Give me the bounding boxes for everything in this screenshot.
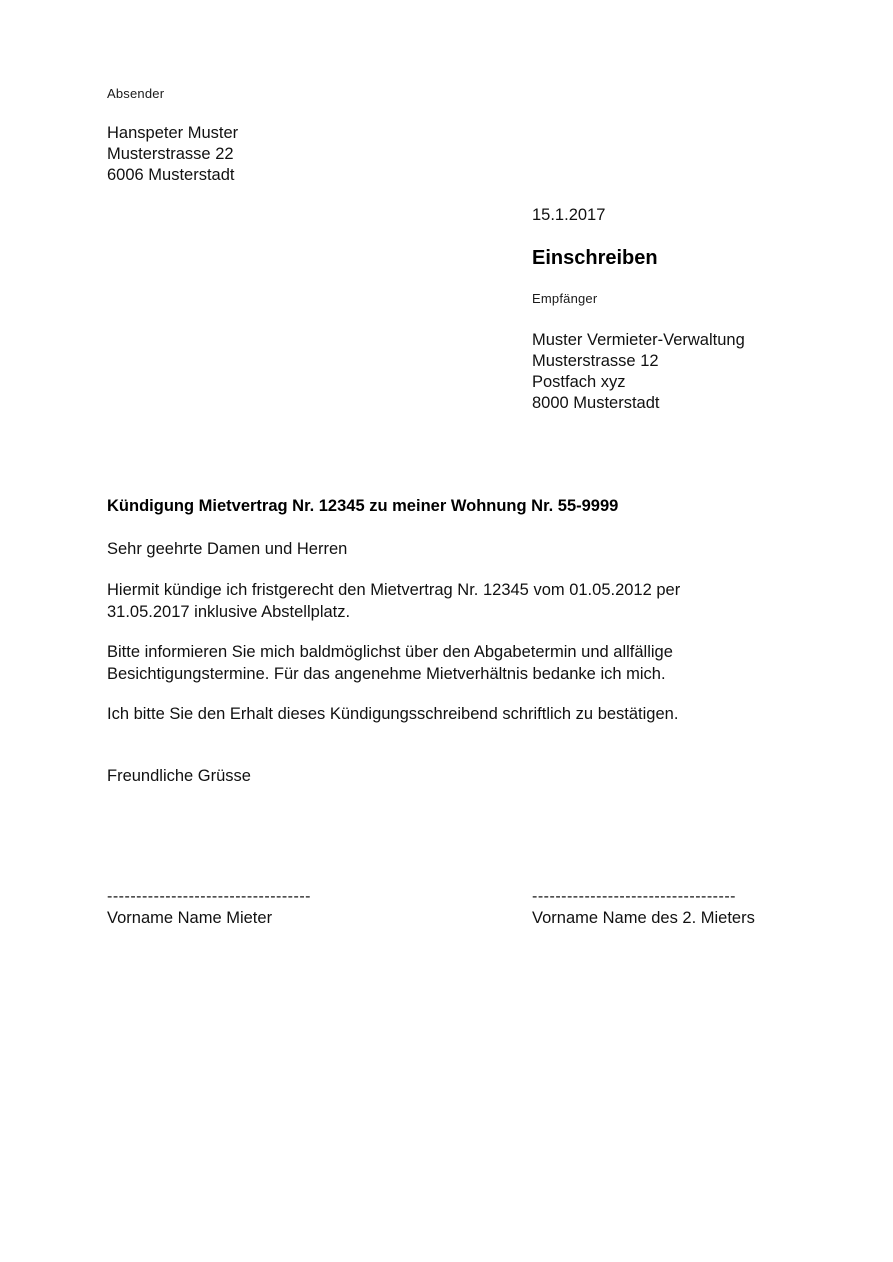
- signature-name-tenant-1: Vorname Name Mieter: [107, 909, 273, 927]
- recipient-street: Musterstrasse 12: [532, 352, 659, 370]
- recipient-name: Muster Vermieter-Verwaltung: [532, 331, 745, 349]
- delivery-method: Einschreiben: [532, 247, 658, 269]
- signature-line: -----------------------------------: [532, 888, 736, 905]
- paragraph-handover: Bitte informieren Sie mich baldmöglichst über den Abgabetermin und allfällige Besichtigungstermine. Für das angenehme Mietverhältnis bedanke ich mich.: [107, 643, 673, 683]
- closing: Freundliche Grüsse: [107, 767, 251, 785]
- signature-name-tenant-2: Vorname Name des 2. Mieters: [532, 909, 755, 927]
- salutation: Sehr geehrte Damen und Herren: [107, 540, 348, 558]
- sender-city: 6006 Musterstadt: [107, 166, 235, 184]
- subject-line: Kündigung Mietvertrag Nr. 12345 zu meiner Wohnung Nr. 55-9999: [107, 497, 619, 515]
- signature-line: -----------------------------------: [107, 888, 311, 905]
- recipient-pobox: Postfach xyz: [532, 373, 626, 391]
- recipient-address: [532, 330, 745, 414]
- sender-label: Absender: [107, 86, 165, 101]
- letter-date: 15.1.2017: [532, 206, 606, 224]
- sender-name: Hanspeter Muster: [107, 124, 239, 142]
- signature-block-tenant-1: [107, 888, 311, 928]
- recipient-label: Empfänger: [532, 291, 598, 306]
- sender-address: [107, 123, 238, 186]
- signature-block-tenant-2: [532, 888, 755, 928]
- paragraph-confirmation: Ich bitte Sie den Erhalt dieses Kündigungsschreibend schriftlich zu bestätigen.: [107, 705, 679, 723]
- paragraph-termination: Hiermit kündige ich fristgerecht den Mietvertrag Nr. 12345 vom 01.05.2012 per 31.05.2017 inklusive Abstellplatz.: [107, 581, 681, 621]
- sender-street: Musterstrasse 22: [107, 145, 234, 163]
- recipient-city: 8000 Musterstadt: [532, 394, 660, 412]
